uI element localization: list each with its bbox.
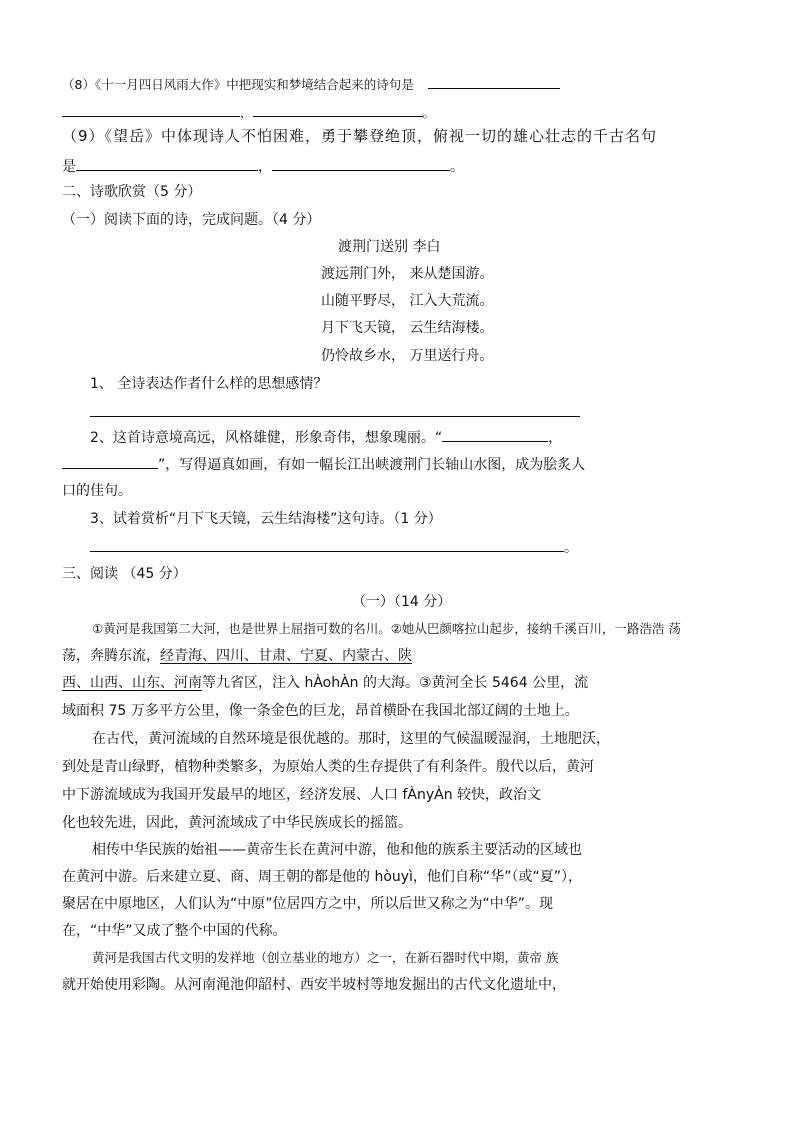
- section-3-subheading: （一）（14 分）: [352, 594, 452, 610]
- poem-question-2-line1: 2、这首诗意境高远，风格雄健，形象奇伟，想象瑰丽。“ ，: [90, 427, 562, 448]
- poem-title: 渡荆门送别 李白: [338, 239, 441, 255]
- answer-blank[interactable]: [90, 537, 564, 552]
- reading-paragraph-line: 在，“中华”又成了整个中国的代称。: [62, 923, 287, 939]
- question-8-line1: [62, 74, 560, 95]
- reading-paragraph-line: 黄河是我国古代文明的发祥地（创立基业的地方）之一，在新石器时代中期，黄帝 族: [92, 950, 559, 965]
- reading-paragraph-line: 在黄河中游。后来建立夏、商、周王朝的都是他的 hòuyì，他们自称“华”（或“夏”），: [62, 869, 582, 885]
- reading-paragraph-line: 在古代，黄河流域的自然环境是很优越的。那时，这里的气候温暖湿润，土地肥沃，: [92, 731, 610, 747]
- reading-paragraph-line: ①黄河是我国第二大河，也是世界上屈指可数的名川。②她从巴颜喀拉山起步，接纳千溪百川，一路浩浩 荡: [92, 621, 681, 636]
- answer-blank[interactable]: [62, 454, 158, 469]
- poem-question-1: 1、 全诗表达作者什么样的思想感情？: [90, 376, 328, 392]
- reading-paragraph-line: 西、山西、山东、河南等九省区，注入 hÀohÀn 的大海。③黄河全长 5464 公里，流: [62, 675, 589, 691]
- question-8-text: （8）《十一月四日风雨大作》中把现实和梦境结合起来的诗句是: [62, 77, 414, 92]
- underlined-text: 经青海、四川、甘肃、宁夏、内蒙古、陕: [160, 648, 412, 664]
- poem-question-3-answer: 。: [90, 537, 578, 558]
- reading-paragraph-line: 域面积 75 万多平方公里，像一条金色的巨龙，昂首横卧在我国北部辽阔的土地上。: [62, 703, 579, 719]
- underlined-text: 西、山西、山东、河南: [62, 675, 202, 691]
- reading-paragraph-line: 相传中华民族的始祖——黄帝生长在黄河中游，他和他的族系主要活动的区域也: [92, 842, 582, 858]
- answer-blank[interactable]: [272, 156, 450, 171]
- poem-question-3: 3、试着赏析“月下飞天镜，云生结海楼”这句诗。（1 分）: [90, 511, 442, 527]
- answer-blank[interactable]: [253, 102, 423, 117]
- poem-line: 仍怜故乡水， 万里送行舟。: [321, 348, 494, 364]
- poem-line: 渡远荆门外， 来从楚国游。: [321, 266, 494, 282]
- section-2-subheading: （一）阅读下面的诗，完成问题。（4 分）: [62, 212, 321, 228]
- section-3-heading: 三、阅读 （45 分）: [62, 566, 187, 582]
- answer-line[interactable]: [90, 416, 580, 417]
- reading-paragraph-line: 到处是青山绿野，植物种类繁多，为原始人类的生存提供了有利条件。殷代以后，黄河: [62, 759, 594, 775]
- reading-paragraph-line: 聚居在中原地区，人们认为“中原”位居四方之中，所以后世又称之为“中华”。现: [62, 896, 554, 912]
- question-8-line2: ， 。: [62, 102, 435, 123]
- question-9-line1: （9）《望岳》中体现诗人不怕困难，勇于攀登绝顶，俯视一切的雄心壮志的千古名句: [62, 127, 658, 145]
- answer-blank[interactable]: [76, 156, 258, 171]
- poem-line: 月下飞天镜， 云生结海楼。: [321, 320, 494, 336]
- poem-question-2-line3: 口的佳句。: [62, 483, 132, 499]
- answer-blank[interactable]: [442, 427, 548, 442]
- poem-question-2-line2: ”，写得逼真如画，有如一幅长江出峡渡荆门长轴山水图，成为脍炙人: [62, 454, 585, 475]
- poem-line: 山随平野尽， 江入大荒流。: [321, 293, 494, 309]
- question-9-line2: 是 ， 。: [62, 156, 464, 177]
- reading-paragraph-line: 化也较先进，因此，黄河流域成了中华民族成长的摇篮。: [62, 815, 412, 831]
- answer-blank[interactable]: [62, 102, 240, 117]
- reading-paragraph-line: 荡，奔腾东流，经青海、四川、甘肃、宁夏、内蒙古、陕: [62, 648, 412, 664]
- answer-blank[interactable]: [428, 74, 560, 89]
- section-2-heading: 二、诗歌欣赏（5 分）: [62, 184, 202, 200]
- reading-paragraph-line: 就开始使用彩陶。从河南渑池仰韶村、西安半坡村等地发掘出的古代文化遗址中，: [62, 977, 566, 993]
- reading-paragraph-line: 中下游流域成为我国开发最早的地区，经济发展、人口 fÀnyÀn 较快，政治文: [62, 787, 542, 803]
